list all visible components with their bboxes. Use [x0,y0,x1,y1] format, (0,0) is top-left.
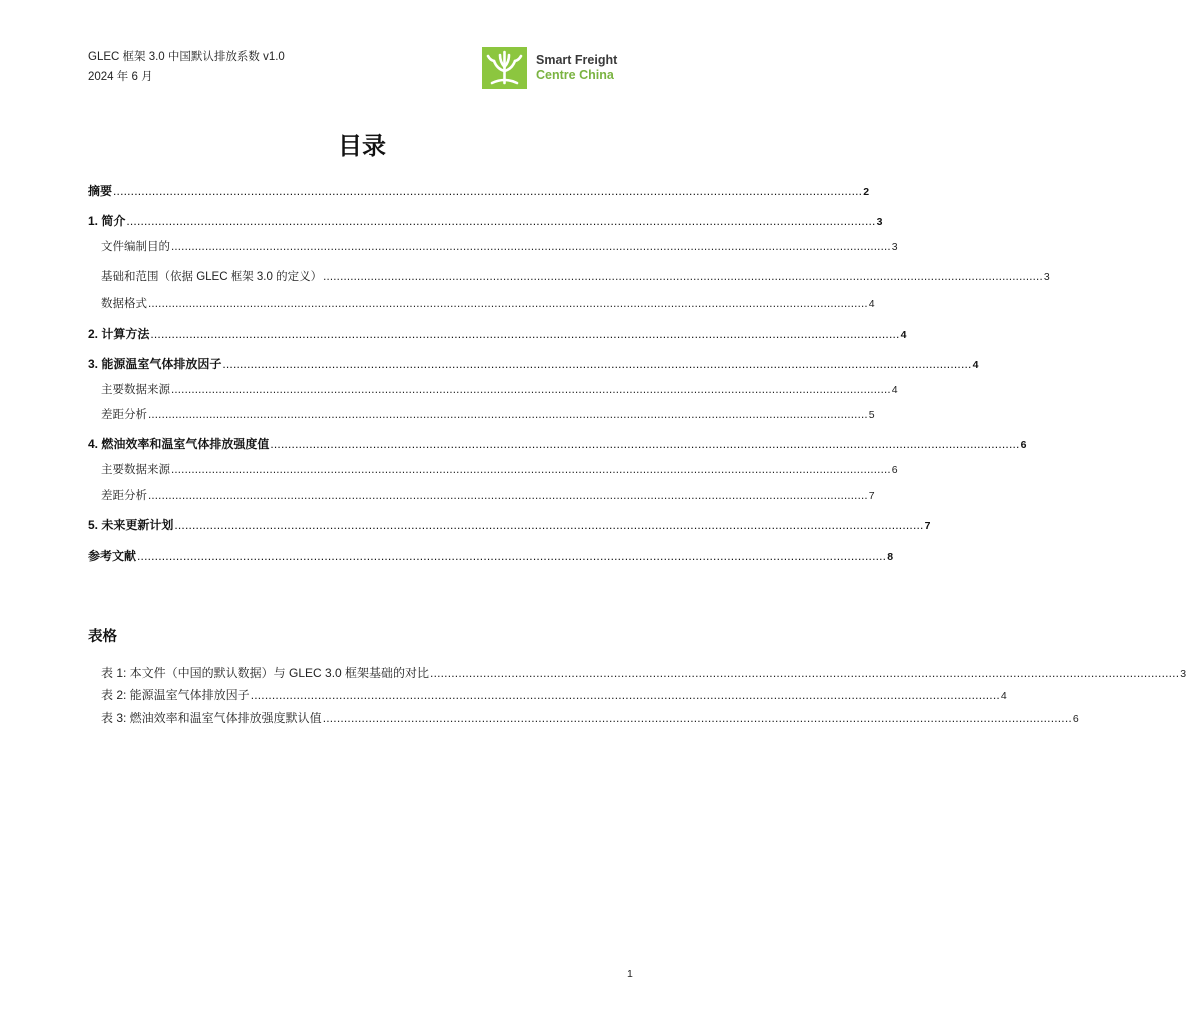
toc-leader-dots: .................................................................................................................................................................................................................... [174,518,924,532]
toc-entry-text: 1. 简介 [88,214,126,228]
toc-entry-page: 4 [891,384,898,396]
toc-entry-page: 6 [891,464,898,476]
toc-entry-text: 文件编制目的 [101,241,170,253]
toc-entry-page: 4 [900,329,907,341]
document-title: GLEC 框架 3.0 中国默认排放系数 v1.0 [88,51,285,63]
toc-entry-page: 5 [868,409,875,421]
toc-leader-dots: .................................................................................................................................................................................................................... [222,357,972,371]
toc-entry-purpose[interactable] [101,238,898,254]
toc-entry-fuel-gap[interactable] [101,487,875,503]
toc-entry-page: 7 [924,520,931,532]
toc-entry-page: 4 [972,359,979,371]
toc-leader-dots: .................................................................................................................................................................................................................... [148,409,868,421]
table-entry-page: 6 [1072,713,1079,725]
toc-entry-scope[interactable] [101,268,1050,284]
toc-title: 目录 [338,133,386,160]
toc-entry-summary[interactable] [88,182,870,198]
table-list-entry-3[interactable] [101,709,1079,725]
toc-entry-text: 数据格式 [101,298,147,310]
page-number: 1 [627,968,633,980]
toc-entry-energy-factors[interactable] [88,355,979,371]
toc-entry-text: 5. 未来更新计划 [88,518,174,532]
toc-leader-dots: .................................................................................................................................................................................................................... [270,437,1020,451]
table-entry-text: 表 2: 能源温室气体排放因子 [101,688,250,702]
toc-leader-dots: .................................................................................................................................................................................................................... [171,464,891,476]
logo-line-2: Centre China [536,68,614,82]
logo-wordmark [536,53,617,83]
toc-entry-text: 主要数据来源 [101,464,170,476]
toc-entry-text: 2. 计算方法 [88,327,150,341]
table-list-entry-1[interactable] [101,664,1186,680]
toc-entry-page: 3 [876,216,883,228]
toc-entry-references[interactable] [88,547,894,563]
toc-entry-fuel-efficiency[interactable] [88,435,1027,451]
toc-leader-dots: .................................................................................................................................................................................................................... [148,490,868,502]
toc-entry-future-updates[interactable] [88,516,931,532]
table-entry-text: 表 1: 本文件（中国的默认数据）与 GLEC 3.0 框架基础的对比 [101,666,430,680]
toc-leader-dots: .................................................................................................................................................................................................................... [250,688,1000,702]
toc-entry-page: 2 [863,186,870,198]
toc-entry-data-format[interactable] [101,295,875,311]
toc-entry-text: 主要数据来源 [101,384,170,396]
toc-entry-text: 基础和范围（依据 GLEC 框架 3.0 的定义） [101,271,323,283]
toc-leader-dots: .................................................................................................................................................................................................................... [113,184,863,198]
document-date: 2024 年 6 月 [88,71,153,83]
toc-leader-dots: .................................................................................................................................................................................................................... [171,241,891,253]
table-entry-page: 3 [1180,668,1186,680]
toc-entry-page: 3 [891,241,898,253]
tables-heading: 表格 [88,629,117,645]
toc-leader-dots: .................................................................................................................................................................................................................... [322,711,1072,725]
table-entry-text: 表 3: 燃油效率和温室气体排放强度默认值 [101,711,322,725]
toc-entry-page: 4 [868,298,875,310]
toc-entry-text: 差距分析 [101,409,147,421]
toc-entry-text: 3. 能源温室气体排放因子 [88,357,222,371]
toc-leader-dots: .................................................................................................................................................................................................................... [148,298,868,310]
table-list-entry-2[interactable] [101,686,1007,702]
toc-entry-methodology[interactable] [88,325,907,341]
toc-entry-text: 参考文献 [88,549,137,563]
toc-entry-fuel-sources[interactable] [101,461,898,477]
logo-line-1: Smart Freight [536,53,618,67]
toc-entry-introduction[interactable] [88,212,883,228]
toc-entry-text: 4. 燃油效率和温室气体排放强度值 [88,437,270,451]
toc-leader-dots: .................................................................................................................................................................................................................... [430,666,1180,680]
toc-leader-dots: .................................................................................................................................................................................................................... [323,271,1043,283]
toc-entry-text: 摘要 [88,184,113,198]
document-header [88,47,285,87]
toc-leader-dots: .................................................................................................................................................................................................................... [126,214,876,228]
smart-freight-logo [482,47,617,89]
toc-entry-page: 7 [868,490,875,502]
toc-entry-page: 8 [887,551,894,563]
toc-entry-energy-gap[interactable] [101,406,875,422]
toc-leader-dots: .................................................................................................................................................................................................................... [171,384,891,396]
toc-leader-dots: .................................................................................................................................................................................................................... [150,327,900,341]
toc-entry-energy-sources[interactable] [101,381,898,397]
toc-leader-dots: .................................................................................................................................................................................................................... [137,549,887,563]
table-entry-page: 4 [1000,690,1007,702]
toc-entry-text: 差距分析 [101,490,147,502]
tree-logo-icon [482,47,527,89]
toc-entry-page: 3 [1043,271,1050,283]
toc-entry-page: 6 [1020,439,1027,451]
